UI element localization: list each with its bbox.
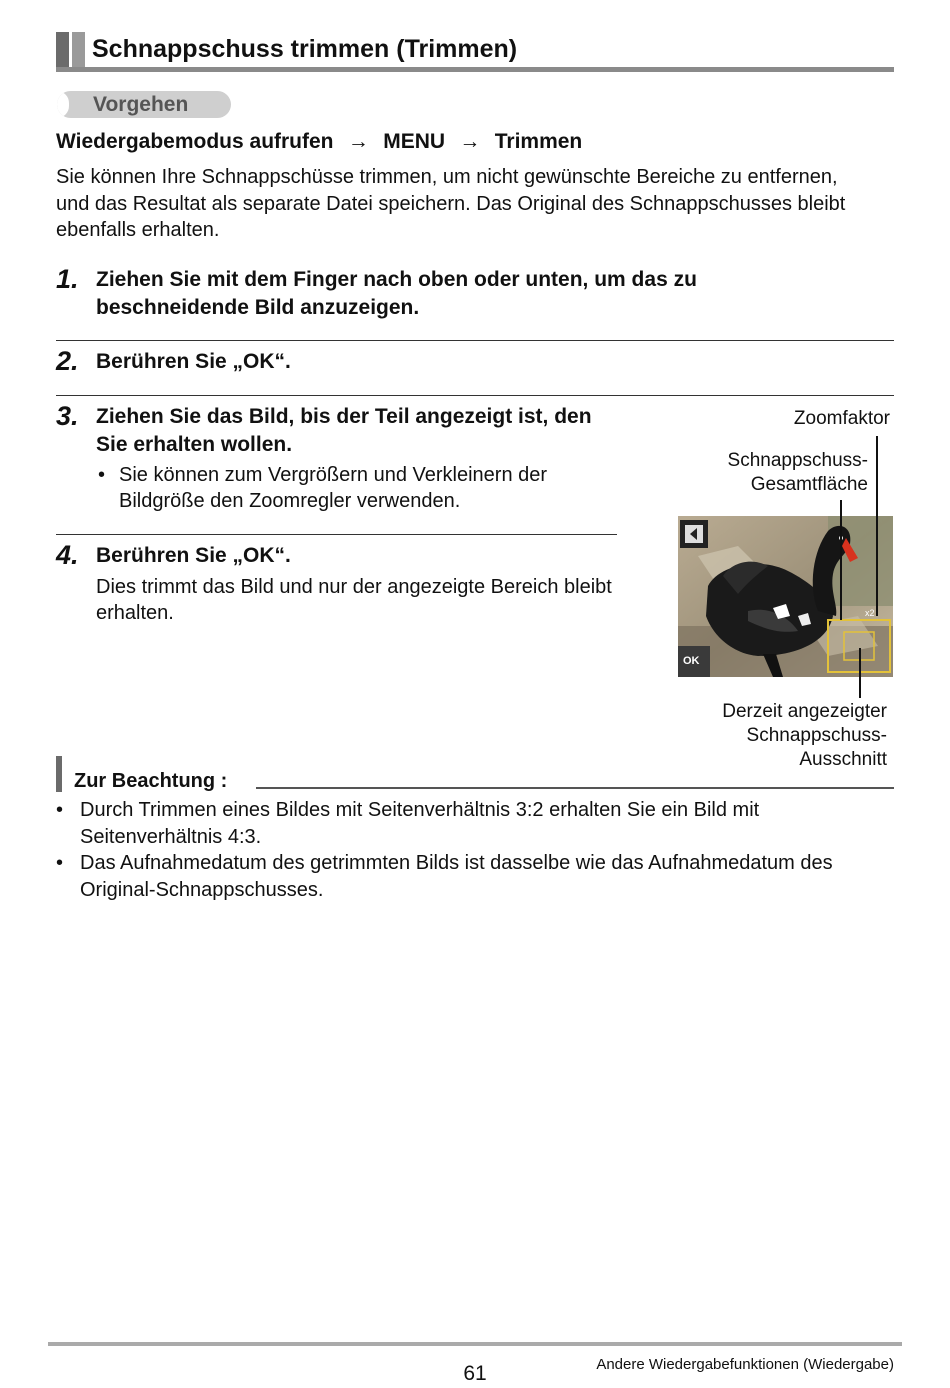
step-instruction: Ziehen Sie das Bild, bis der Teil angezeigt ist, den Sie erhalten wollen. bbox=[96, 405, 592, 456]
step-number: 4. bbox=[56, 540, 79, 570]
menu-path-trim: Trimmen bbox=[494, 130, 583, 153]
menu-path-mode: Wiedergabemodus aufrufen bbox=[56, 130, 334, 153]
zoom-indicator: x2 bbox=[865, 608, 875, 618]
ok-button-label: OK bbox=[683, 655, 700, 667]
page-title: Schnappschuss trimmen (Trimmen) bbox=[92, 35, 518, 63]
bullet-dot: • bbox=[98, 464, 106, 486]
arrow-right-icon: → bbox=[347, 130, 369, 153]
step-instruction: Berühren Sie „OK“. bbox=[96, 350, 291, 373]
note-item bbox=[56, 797, 896, 850]
note-rule bbox=[256, 787, 894, 789]
leader-line-zoom bbox=[876, 436, 878, 616]
intro-paragraph: Sie können Ihre Schnappschüsse trimmen, um nicht gewünschte Bereiche zu entfernen, und das Resultat als separate Datei speichern. Das Original des Schnappschusses bleibt ebenfalls erhalten. bbox=[56, 166, 846, 241]
leader-line-total bbox=[840, 500, 842, 620]
step-instruction: Ziehen Sie mit dem Finger nach oben oder unten, um das zu beschneidende Bild anzuzeigen. bbox=[96, 268, 697, 319]
title-accent-bar bbox=[72, 32, 85, 72]
menu-path-menu: MENU bbox=[383, 130, 446, 153]
note-accent-bar bbox=[56, 756, 62, 792]
arrow-right-icon: → bbox=[459, 130, 481, 153]
step-number: 3. bbox=[56, 401, 79, 431]
step-divider bbox=[56, 395, 894, 396]
step-divider bbox=[56, 340, 894, 341]
bullet-dot: • bbox=[56, 852, 64, 874]
page-number: 61 bbox=[463, 1362, 487, 1385]
menu-path bbox=[56, 128, 582, 156]
callout-zoom-factor: Zoomfaktor bbox=[793, 408, 890, 429]
footer-rule bbox=[48, 1342, 902, 1346]
note-item-text: Durch Trimmen eines Bildes mit Seitenverhältnis 3:2 erhalten Sie ein Bild mit Seitenverhältnis 4:3. bbox=[80, 799, 760, 848]
leader-line-current bbox=[859, 648, 861, 698]
note-item-text: Das Aufnahmedatum des getrimmten Bilds ist dasselbe wie das Aufnahmedatum des Original-Schnappschusses. bbox=[80, 852, 833, 901]
title-underline bbox=[56, 67, 894, 72]
step-divider bbox=[56, 534, 617, 535]
callout-total-area: Schnappschuss- Gesamtfläche bbox=[727, 450, 868, 495]
step-number: 2. bbox=[56, 346, 79, 376]
procedure-label: Vorgehen bbox=[93, 93, 189, 116]
badge-notch bbox=[57, 91, 69, 118]
title-accent-bar bbox=[56, 32, 69, 72]
step-body-text: Dies trimmt das Bild und nur der angezeigte Bereich bleibt erhalten. bbox=[96, 576, 612, 624]
step-bullet-text: Sie können zum Vergrößern und Verkleinern der Bildgröße den Zoomregler verwenden. bbox=[119, 464, 548, 512]
bullet-dot: • bbox=[56, 799, 64, 821]
callout-current-area: Derzeit angezeigter Schnappschuss- Ausschnitt bbox=[722, 701, 887, 770]
chapter-title: Andere Wiedergabefunktionen (Wiedergabe) bbox=[596, 1356, 894, 1373]
procedure-badge bbox=[57, 91, 231, 118]
note-title: Zur Beachtung : bbox=[74, 770, 228, 792]
step-instruction: Berühren Sie „OK“. bbox=[96, 544, 291, 567]
note-item bbox=[56, 850, 896, 903]
step-number: 1. bbox=[56, 264, 79, 294]
